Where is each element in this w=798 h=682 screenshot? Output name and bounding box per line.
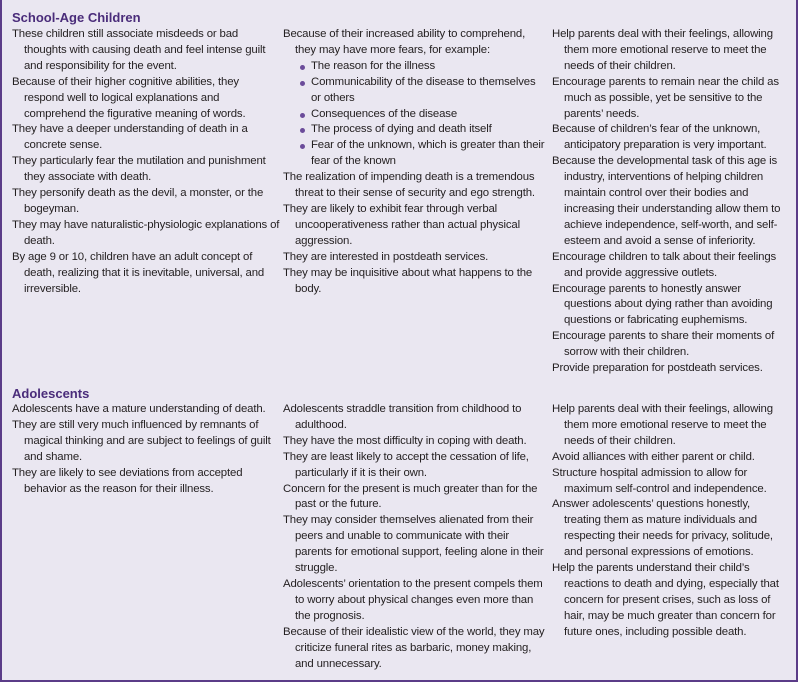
list-item: Structure hospital admission to allow for maximum self-control and independence. bbox=[552, 466, 767, 495]
school-age-nursing-column bbox=[552, 27, 788, 377]
bullet-item: The reason for the illness bbox=[283, 59, 547, 75]
list-item: Provide preparation for postdeath services. bbox=[552, 362, 763, 375]
list-item: Encourage children to talk about their feelings and provide aggressive outlets. bbox=[552, 250, 777, 279]
school-age-concepts-column bbox=[12, 27, 280, 297]
list-item: The realization of impending death is a tremendous threat to their sense of security and ego strength. bbox=[283, 171, 535, 200]
adolescent-nursing-column bbox=[552, 402, 788, 641]
list-item: Help parents deal with their feelings, allowing them more emotional reserve to meet the needs of their children. bbox=[552, 28, 773, 72]
list-item: Because of children’s fear of the unknown, anticipatory preparation is very important. bbox=[552, 123, 767, 152]
adolescent-concepts-column bbox=[12, 402, 280, 497]
school-age-reactions-column bbox=[283, 27, 547, 297]
adolescent-reactions-column bbox=[283, 402, 547, 672]
list-item: They are least likely to accept the cessation of life, particularly if it is their own. bbox=[283, 450, 529, 479]
list-item: Help parents deal with their feelings, allowing them more emotional reserve to meet the needs of their children. bbox=[552, 403, 773, 447]
list-item: Because of their idealistic view of the world, they may criticize funeral rites as barbaric, money making, and unnecessary. bbox=[283, 625, 545, 670]
list-item: Concern for the present is much greater than for the past or the future. bbox=[283, 482, 538, 511]
list-item: They are interested in postdeath services. bbox=[283, 250, 489, 263]
list-item: Avoid alliances with either parent or child. bbox=[552, 450, 755, 463]
list-item: Encourage parents to remain near the child as much as possible, yet be sensitive to the parents’ needs. bbox=[552, 75, 779, 120]
list-item: They may be inquisitive about what happens to the body. bbox=[283, 266, 533, 295]
list-item: Answer adolescents’ questions honestly, treating them as mature individuals and respecting their needs for privacy, solitude, and personal expressions of emotions. bbox=[552, 498, 773, 559]
list-item: By age 9 or 10, children have an adult concept of death, realizing that it is inevitable, universal, and irreversible. bbox=[12, 250, 265, 295]
list-item: Because of their increased ability to comprehend, they may have more fears, for example: bbox=[283, 28, 526, 56]
bullet-item: Communicability of the disease to themselves or others bbox=[283, 75, 547, 107]
list-item: Adolescents’ orientation to the present compels them to worry about physical changes even more than the prognosis. bbox=[283, 577, 543, 622]
list-item: They are still very much influenced by remnants of magical thinking and are subject to feelings of guilt and shame. bbox=[12, 418, 271, 463]
list-item: They are likely to exhibit fear through verbal uncooperativeness rather than actual physical aggression. bbox=[283, 202, 521, 247]
list-item: Encourage parents to share their moments of sorrow with their children. bbox=[552, 330, 775, 359]
list-item: They have a deeper understanding of death in a concrete sense. bbox=[12, 123, 248, 152]
bullet-item: Fear of the unknown, which is greater than their fear of the known bbox=[283, 138, 547, 170]
bullet-item: The process of dying and death itself bbox=[283, 122, 547, 138]
list-item: Help the parents understand their child’s reactions to death and dying, especially that concern for present crises, such as loss of hair, may be much greater than concern for future ones, including possible death. bbox=[552, 562, 779, 638]
list-item: Adolescents straddle transition from childhood to adulthood. bbox=[283, 403, 522, 431]
fears-bullet-list bbox=[283, 59, 547, 170]
list-item: Adolescents have a mature understanding of death. bbox=[12, 403, 266, 415]
bullet-item: Consequences of the disease bbox=[283, 107, 547, 123]
list-item: They particularly fear the mutilation and punishment they associate with death. bbox=[12, 155, 266, 184]
list-item: They may consider themselves alienated from their peers and unable to communicate with their parents for emotional support, feeling alone in their struggle. bbox=[283, 514, 544, 575]
section-heading-adolescents: Adolescents bbox=[12, 386, 90, 401]
list-item: They have the most difficulty in coping with death. bbox=[283, 434, 527, 447]
list-item: Because the developmental task of this age is industry, interventions of helping children maintain control over their bodies and increasing their understanding allow them to achieve independence, self-worth, and self-esteem and avoid a sense of inferiority. bbox=[552, 155, 781, 247]
list-item: These children still associate misdeeds or bad thoughts with causing death and feel intense guilt and responsibility for the event. bbox=[12, 28, 266, 72]
list-item: Encourage parents to honestly answer questions about dying rather than avoiding questions or fabricating euphemisms. bbox=[552, 282, 773, 327]
list-item: They may have naturalistic-physiologic explanations of death. bbox=[12, 218, 280, 247]
list-item: They are likely to see deviations from accepted behavior as the reason for their illness. bbox=[12, 466, 243, 495]
list-item: Because of their higher cognitive abilities, they respond well to logical explanations and comprehend the figurative meaning of words. bbox=[12, 75, 246, 120]
section-heading-school-age: School-Age Children bbox=[12, 10, 141, 25]
list-item: They personify death as the devil, a monster, or the bogeyman. bbox=[12, 187, 264, 215]
